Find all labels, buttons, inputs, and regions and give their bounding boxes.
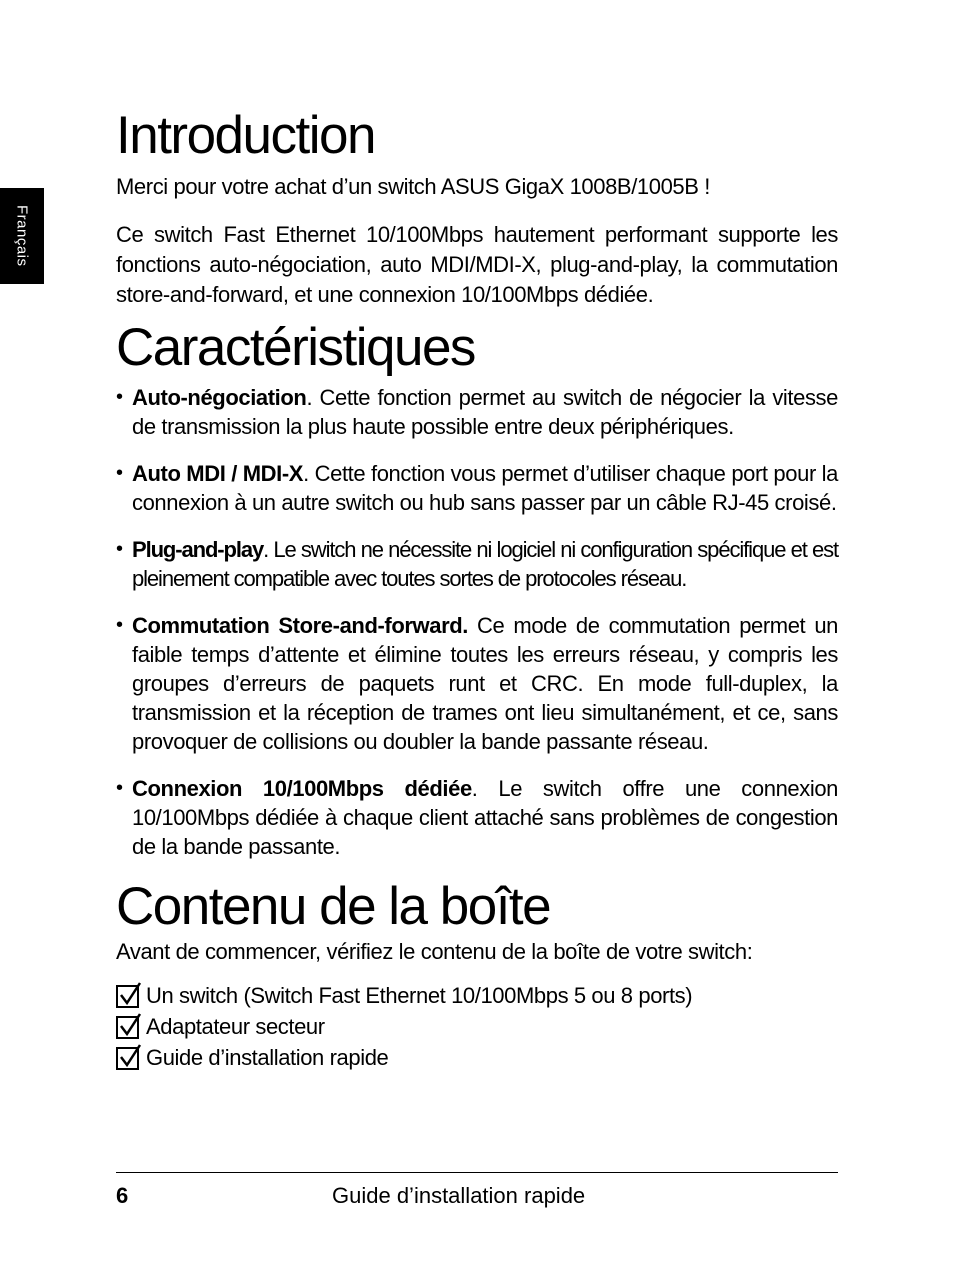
bullet-icon: • [116,386,123,409]
checklist-item [116,977,838,1008]
footer-divider [116,1172,838,1173]
feature-text: . Le switch offre une connexion 10/100Mbps dédiée à chaque client attaché sans problèmes de congestion de la bande passante. [132,776,838,860]
feature-text: Ce mode de commutation permet un faible temps d’attente et élimine toutes les erreurs réseau, y compris les groupes d’erreurs de paquets runt et CRC. En mode full-duplex, la transmission et la réception de trames ont lieu simultanément, et ce, sans provoquer de collisions ou doubler la bande passante réseau. [132,613,838,755]
footer-title: Guide d’installation rapide [332,1183,586,1208]
feature-term: Auto-négociation [132,385,307,411]
checkbox-checked-icon [116,1044,142,1070]
language-side-tab [0,188,44,284]
box-intro-text: Avant de commencer, vérifiez le contenu de la boîte de votre switch: [116,938,753,964]
feature-term: Commutation Store-and-forward. [132,613,468,639]
heading-introduction: Introduction [116,106,375,165]
bullet-icon: • [116,462,123,485]
page-number: 6 [116,1183,129,1208]
feature-item [116,774,838,861]
box-checklist [116,977,838,1070]
checklist-item-label: Un switch (Switch Fast Ethernet 10/100Mbps 5 ou 8 ports) [146,982,693,1008]
feature-item [116,535,838,593]
language-label: Français [13,205,31,267]
feature-term: Connexion 10/100Mbps dédiée [132,776,472,802]
feature-item [116,459,838,517]
checklist-item [116,1008,838,1039]
feature-term: Auto MDI / MDI-X [132,461,304,487]
heading-box-contents: Contenu de la boîte [116,877,551,937]
feature-term: Plug-and-play [132,537,264,563]
intro-thanks-text: Merci pour votre achat d’un switch ASUS GigaX 1008B/1005B ! [116,173,710,199]
bullet-icon: • [116,777,123,800]
checklist-item-label: Guide d’installation rapide [146,1044,389,1070]
heading-features: Caractéristiques [116,317,475,377]
checkbox-checked-icon [116,982,142,1008]
page-content [116,108,838,1070]
feature-text: . Le switch ne nécessite ni logiciel ni configuration spécifique et est pleinement compatible avec toutes sortes de protocoles réseau. [132,537,838,592]
checkbox-checked-icon [116,1013,142,1039]
feature-item [116,611,838,756]
checklist-item-label: Adaptateur secteur [146,1013,325,1039]
feature-text: . Cette fonction permet au switch de négocier la vitesse de transmission la plus haute possible entre deux périphériques. [132,385,838,440]
intro-description-text: Ce switch Fast Ethernet 10/100Mbps hautement performant supporte les fonctions auto-négociation, auto MDI/MDI-X, plug-and-play, la commutation store-and-forward, et une connexion 10/100Mbps dédiée. [116,221,838,307]
checklist-item [116,1039,838,1070]
bullet-icon: • [116,614,123,637]
feature-text: . Cette fonction vous permet d’utiliser chaque port pour la connexion à un autre switch ou hub sans passer par un câble RJ-45 croisé. [132,461,838,516]
feature-item [116,383,838,441]
feature-list [116,383,838,861]
bullet-icon: • [116,538,122,561]
